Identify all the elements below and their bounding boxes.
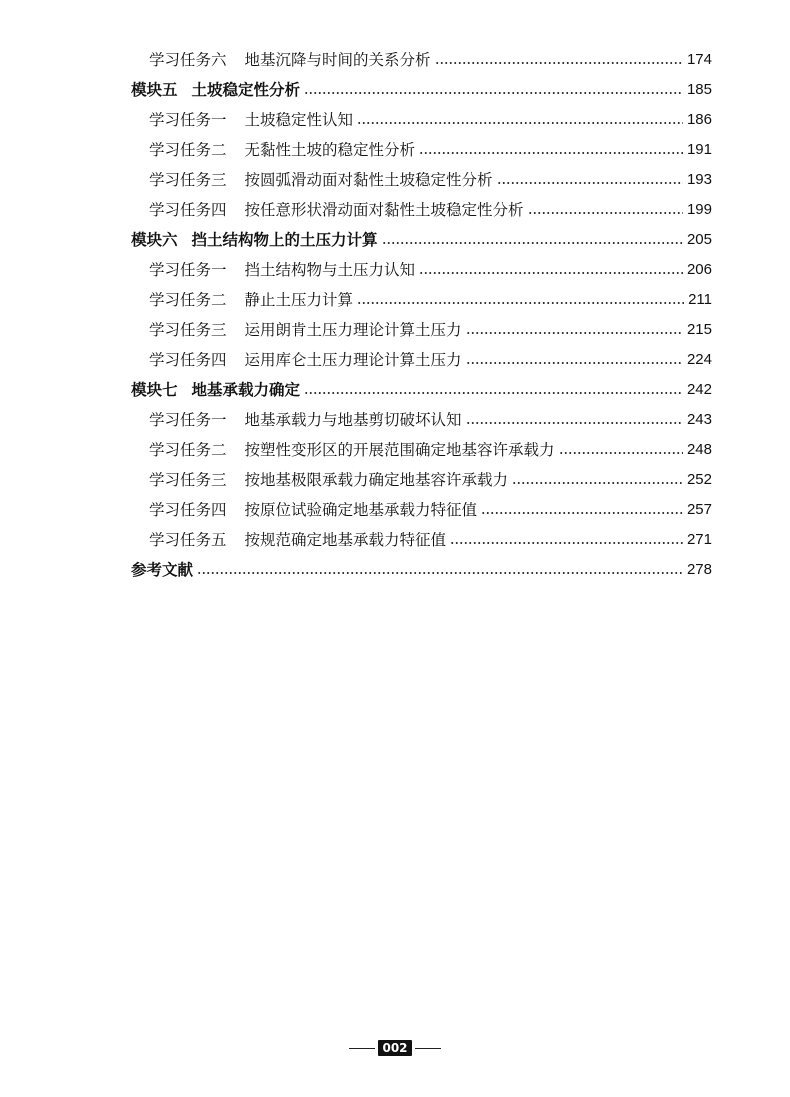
- toc-entry-label: 学习任务三: [149, 471, 227, 489]
- dot-leader: [466, 422, 683, 424]
- toc-entry-page: 224: [686, 351, 712, 368]
- toc-entry-page: 186: [686, 111, 712, 128]
- toc-entry-page: 185: [686, 81, 712, 98]
- dot-leader: [466, 332, 683, 334]
- dot-leader: [357, 302, 684, 304]
- dot-leader: [419, 152, 683, 154]
- toc-entry-page: 242: [686, 381, 712, 398]
- toc-entry-page: 215: [686, 321, 712, 338]
- toc-entry-page: 271: [686, 531, 712, 548]
- toc-entry-title: 挡土结构物与土压力认知: [244, 261, 416, 279]
- toc-entry-title: 按地基极限承载力确定地基容许承载力: [244, 471, 509, 489]
- toc-entry-label: 学习任务四: [149, 351, 227, 369]
- toc-entry[interactable]: [149, 405, 712, 435]
- dot-leader: [512, 482, 683, 484]
- dot-leader: [435, 62, 683, 64]
- toc-entry-title: 土坡稳定性分析: [191, 81, 301, 99]
- toc-entry-title: 土坡稳定性认知: [244, 111, 354, 129]
- toc-entry-title: 运用库仑土压力理论计算土压力: [244, 351, 462, 369]
- toc-entry[interactable]: [149, 45, 712, 75]
- toc-entry-title: 按任意形状滑动面对黏性土坡稳定性分析: [244, 201, 524, 219]
- toc-entry-title: 静止土压力计算: [244, 291, 354, 309]
- toc-entry-label: 学习任务一: [149, 411, 227, 429]
- toc-entry[interactable]: [149, 135, 712, 165]
- footer-rule-right: [415, 1048, 441, 1049]
- toc-entry[interactable]: [149, 195, 712, 225]
- toc-entry-title: 按塑性变形区的开展范围确定地基容许承载力: [244, 441, 555, 459]
- toc-module-entry[interactable]: [131, 375, 712, 405]
- toc-entry-label: 学习任务三: [149, 321, 227, 339]
- dot-leader: [497, 182, 683, 184]
- toc-entry-label: 学习任务三: [149, 171, 227, 189]
- toc-entry[interactable]: [149, 165, 712, 195]
- toc-entry-page: 205: [686, 231, 712, 248]
- toc-entry-label: 学习任务二: [149, 141, 227, 159]
- page-number: 002: [378, 1040, 411, 1056]
- toc-entry-page: 243: [686, 411, 712, 428]
- toc-entry-title: 无黏性土坡的稳定性分析: [244, 141, 416, 159]
- dot-leader: [197, 572, 683, 574]
- toc-entry-label: 学习任务一: [149, 261, 227, 279]
- toc-entry-label: 学习任务五: [149, 531, 227, 549]
- dot-leader: [382, 242, 683, 244]
- dot-leader: [466, 362, 683, 364]
- dot-leader: [357, 122, 683, 124]
- dot-leader: [304, 392, 683, 394]
- toc-entry-label: 学习任务四: [149, 201, 227, 219]
- toc-entry-page: 191: [686, 141, 712, 158]
- toc-entry-page: 199: [686, 201, 712, 218]
- toc-entry-title: 地基承载力确定: [191, 381, 301, 399]
- toc-entry-label: 模块六: [131, 231, 178, 249]
- dot-leader: [528, 212, 683, 214]
- toc-entry-page: 252: [686, 471, 712, 488]
- toc-entry-label: 模块七: [131, 381, 178, 399]
- toc-entry-label: 参考文献: [131, 561, 194, 579]
- toc-entry[interactable]: [149, 525, 712, 555]
- toc-entry-label: 模块五: [131, 81, 178, 99]
- footer-rule-left: [349, 1048, 375, 1049]
- toc-entry[interactable]: [149, 315, 712, 345]
- toc-module-entry[interactable]: [131, 75, 712, 105]
- toc-entry-label: 学习任务四: [149, 501, 227, 519]
- toc-entry-label: 学习任务六: [149, 51, 227, 69]
- toc-module-entry[interactable]: [131, 225, 712, 255]
- toc-entry-title: 运用朗肯土压力理论计算土压力: [244, 321, 462, 339]
- toc-entry[interactable]: [149, 345, 712, 375]
- toc-entry[interactable]: [149, 105, 712, 135]
- page-footer: [0, 1038, 790, 1058]
- toc-entry-title: 地基承载力与地基剪切破坏认知: [244, 411, 462, 429]
- toc-entry-label: 学习任务二: [149, 441, 227, 459]
- toc-entry-label: 学习任务二: [149, 291, 227, 309]
- toc-entry-page: 257: [686, 501, 712, 518]
- dot-leader: [450, 542, 683, 544]
- toc-entry-page: 248: [686, 441, 712, 458]
- toc-entry-title: 按原位试验确定地基承载力特征值: [244, 501, 478, 519]
- toc-module-entry[interactable]: [131, 555, 712, 585]
- toc-entry-page: 206: [686, 261, 712, 278]
- dot-leader: [481, 512, 683, 514]
- toc-entry-title: 按规范确定地基承载力特征值: [244, 531, 447, 549]
- toc-entry-page: 278: [686, 561, 712, 578]
- toc-entry-page: 211: [688, 291, 712, 308]
- toc-entry-page: 174: [686, 51, 712, 68]
- dot-leader: [559, 452, 683, 454]
- dot-leader: [304, 92, 683, 94]
- toc-entry[interactable]: [149, 465, 712, 495]
- toc-entry-label: 学习任务一: [149, 111, 227, 129]
- toc-entry-title: 挡土结构物上的土压力计算: [191, 231, 378, 249]
- toc-entry-title: 地基沉降与时间的关系分析: [244, 51, 431, 69]
- dot-leader: [419, 272, 683, 274]
- toc-entry[interactable]: [149, 495, 712, 525]
- toc-entry[interactable]: [149, 435, 712, 465]
- toc-entry-title: 按圆弧滑动面对黏性土坡稳定性分析: [244, 171, 493, 189]
- toc-entry-page: 193: [686, 171, 712, 188]
- toc-entry[interactable]: [149, 285, 712, 315]
- toc-entry[interactable]: [149, 255, 712, 285]
